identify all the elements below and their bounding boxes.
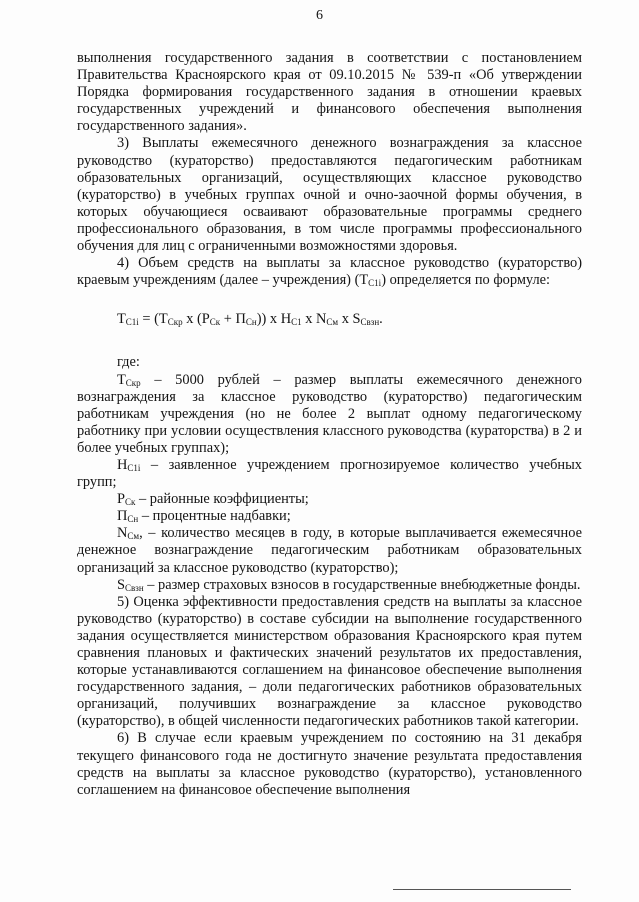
footer-rule bbox=[393, 889, 571, 890]
def-psn: $П_{Сн}$ – процентные надбавки; bbox=[117, 508, 291, 525]
def-hc1i: $Н_{C1i}$ – заявленное учреждением прогнозируемое количество учебных групп; bbox=[77, 456, 582, 491]
paragraph-5: 5) Оценка эффективности предоставления средств на выплаты за классное руководство (кураторство) в составе субсидии на выполнение государственного задания осуществляется министерством образования Красноярского края путем сравнения плановых и фактических значений результатов их предоставления, которые устанавливаются соглашением на финансовое обеспечение выполнения государственного задания, – доли педагогических работников образовательных организаций, получивших вознаграждение за классное руководство (кураторство), в общей численности педагогических работников такой категории. bbox=[77, 593, 582, 730]
document-body bbox=[77, 50, 582, 799]
def-tskr: $Т_{Скр} - 5000$ рублей – размер выплаты ежемесячного денежного вознаграждения за классное руководство (кураторство) педагогическим работникам учреждения (но не более 2 выплат одному педагогическому работнику при условии осуществления классного руководства (кураторства) в 2 и более учебных группах); bbox=[77, 371, 582, 456]
formula: $Т_{C1i} = (Т_{Скр}$ х $(Р_{Ск} + П_{Сн})$) х $Н_{C1}$ х $N_{См}$ х $S_{Свзн}$. bbox=[117, 311, 383, 328]
paragraph-6: 6) В случае если краевым учреждением по состоянию на 31 декабря текущего финансового года не достигнуто значение результата предоставления средств на выплаты за классное руководство (кураторство), установленного соглашением на финансовое обеспечение выполнения bbox=[77, 730, 582, 798]
paragraph-3: 3) Выплаты ежемесячного денежного вознаграждения за классное руководство (кураторство) предоставляются педагогическим работникам образовательных организаций, осуществляющих классное руководство (кураторство) в учебных группах очной и очно-заочной формы обучения, в которых обучающиеся осваивают образовательные программы среднего профессионального образования, в том числе программы профессионального обучения для лиц с ограниченными возможностями здоровья. bbox=[77, 135, 582, 255]
where-label: где: bbox=[117, 354, 140, 371]
paragraph-4: 4) Объем средств на выплаты за классное руководство (кураторство) краевым учреждениям (далее – учреждения) $(Т_{C1i})$ определяется по формуле: bbox=[77, 255, 582, 289]
def-svzn: $S_{Свзн}$ – размер страховых взносов в государственные внебюджетные фонды. bbox=[117, 576, 581, 593]
paragraph-continued: выполнения государственного задания в соответствии с постановлением Правительства Красноярского края от 09.10.2015 № 539-п «Об утверждении Порядка формирования государственного задания в отношении краевых государственных учреждений и финансового обеспечения выполнения государственного задания». bbox=[77, 50, 582, 135]
def-rsk: $Р_{Ск}$ – районные коэффициенты; bbox=[117, 491, 309, 508]
def-nsm: $N_{См}$, – количество месяцев в году, в которые выплачивается ежемесячное денежное вознаграждение педагогическим работникам образовательных организаций за классное руководство (кураторство); bbox=[77, 525, 582, 576]
page-number: 6 bbox=[316, 8, 323, 23]
